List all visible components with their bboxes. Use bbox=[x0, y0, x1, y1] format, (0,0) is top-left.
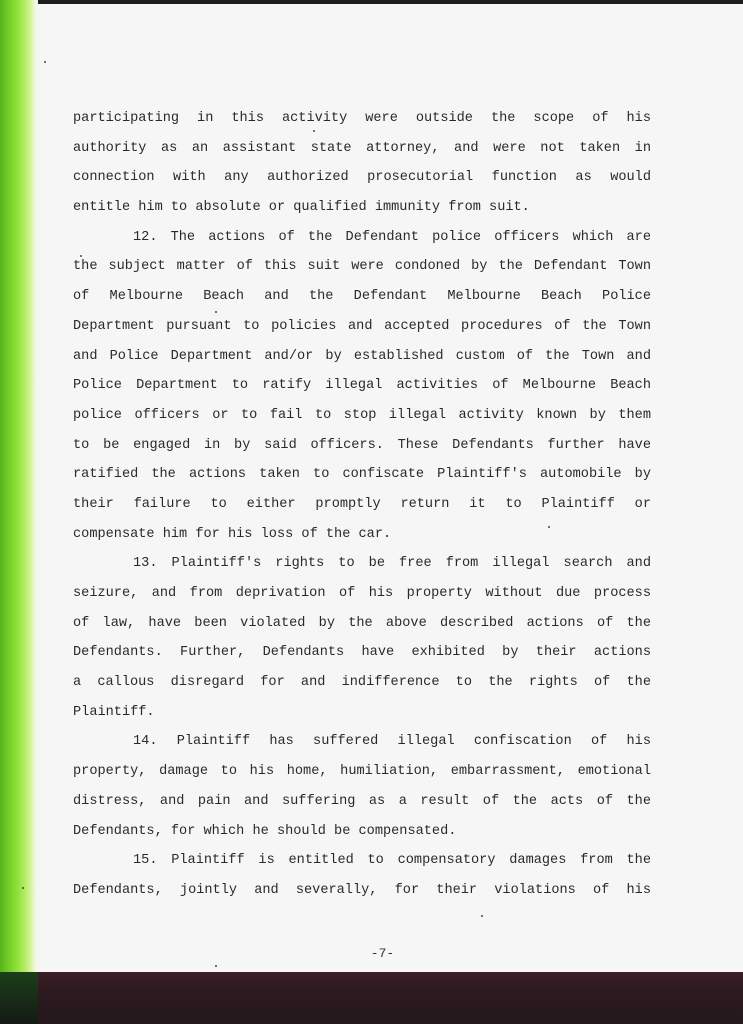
text-line: connection with any authorized prosecutorial function as would bbox=[73, 170, 651, 186]
scan-green-edge bbox=[0, 0, 38, 972]
page-body bbox=[73, 104, 651, 906]
text-line: authority as an assistant state attorney, and were not taken in bbox=[73, 140, 651, 156]
text-line: and Police Department and/or by established custom of the Town and bbox=[73, 348, 651, 364]
scan-speck bbox=[215, 965, 217, 967]
text-line: a callous disregard for and indifference to the rights of the bbox=[73, 675, 651, 691]
paragraph-13-start: 13. Plaintiff's rights to be free from illegal search and bbox=[133, 556, 651, 572]
text-line: compensate him for his loss of the car. bbox=[73, 526, 392, 542]
text-line: Defendants, jointly and severally, for their violations of his bbox=[73, 882, 651, 898]
text-line: Defendants. Further, Defendants have exhibited by their actions bbox=[73, 645, 651, 661]
text-line: Defendants, for which he should be compensated. bbox=[73, 823, 457, 839]
text-line: distress, and pain and suffering as a result of the acts of the bbox=[73, 793, 651, 809]
text-line: the subject matter of this suit were condoned by the Defendant Town bbox=[73, 259, 651, 275]
page-number: -7- bbox=[370, 946, 395, 961]
text-line: seizure, and from deprivation of his property without due process bbox=[73, 586, 651, 601]
text-line: ratified the actions taken to confiscate Plaintiff's automobile by bbox=[73, 467, 651, 483]
scan-speck bbox=[481, 915, 483, 917]
scan-speck bbox=[22, 887, 24, 889]
text-line: participating in this activity were outside the scope of his bbox=[73, 111, 651, 126]
text-line: property, damage to his home, humiliation, embarrassment, emotional bbox=[73, 764, 651, 780]
text-line: of Melbourne Beach and the Defendant Melbourne Beach Police bbox=[73, 289, 651, 305]
paragraph-12-start: 12. The actions of the Defendant police officers which are bbox=[133, 229, 651, 245]
text-line: their failure to either promptly return it to Plaintiff or bbox=[73, 496, 651, 512]
text-line: Department pursuant to policies and accepted procedures of the Town bbox=[73, 318, 651, 334]
text-line: Police Department to ratify illegal activities of Melbourne Beach bbox=[73, 378, 651, 394]
text-line: entitle him to absolute or qualified immunity from suit. bbox=[73, 200, 530, 216]
text-line: of law, have been violated by the above described actions of the bbox=[73, 615, 651, 631]
text-line: to be engaged in by said officers. These Defendants further have bbox=[73, 437, 651, 453]
scan-speck bbox=[44, 61, 46, 63]
scan-top-edge bbox=[0, 0, 743, 4]
text-line: police officers or to fail to stop illegal activity known by them bbox=[73, 407, 651, 423]
scan-bottom-edge bbox=[0, 972, 743, 1024]
paragraph-15-start: 15. Plaintiff is entitled to compensatory damages from the bbox=[133, 853, 651, 869]
paragraph-14-start: 14. Plaintiff has suffered illegal confiscation of his bbox=[133, 734, 651, 750]
text-line: Plaintiff. bbox=[73, 704, 155, 720]
